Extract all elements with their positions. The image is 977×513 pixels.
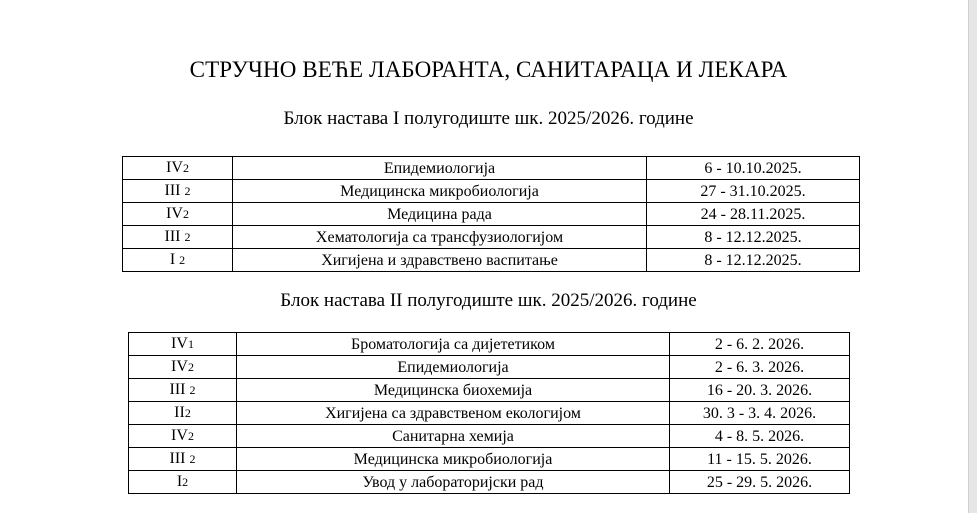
table-row: [129, 425, 850, 448]
class-cell: IV2: [123, 203, 233, 226]
table-row: [129, 471, 850, 494]
class-cell: IV2: [129, 356, 237, 379]
date-cell: 11 - 15. 5. 2026.: [670, 448, 850, 471]
subject-cell: Хигијена и здравствено васпитање: [233, 249, 647, 272]
date-cell: 30. 3 - 3. 4. 2026.: [670, 402, 850, 425]
subject-cell: Броматологија са дијететиком: [237, 333, 670, 356]
date-cell: 2 - 6. 2. 2026.: [670, 333, 850, 356]
class-cell: I2: [129, 471, 237, 494]
date-cell: 24 - 28.11.2025.: [647, 203, 860, 226]
subject-cell: Хигијена са здравственом екологијом: [237, 402, 670, 425]
class-cell: IV1: [129, 333, 237, 356]
subject-cell: Санитарна хемија: [237, 425, 670, 448]
subject-cell: Медицинска микробиологија: [233, 180, 647, 203]
table-row: [123, 203, 860, 226]
subject-cell: Медицина рада: [233, 203, 647, 226]
subject-cell: Хематологија са трансфузиологијом: [233, 226, 647, 249]
table-row: [129, 333, 850, 356]
table-row: [129, 402, 850, 425]
class-cell: IV2: [129, 425, 237, 448]
class-cell: III 2: [129, 448, 237, 471]
class-cell: III 2: [123, 226, 233, 249]
date-cell: 8 - 12.12.2025.: [647, 249, 860, 272]
block2-schedule-table: [128, 332, 850, 494]
date-cell: 8 - 12.12.2025.: [647, 226, 860, 249]
subject-cell: Медицинска микробиологија: [237, 448, 670, 471]
table-row: [129, 356, 850, 379]
class-cell: II2: [129, 402, 237, 425]
table-row: [123, 249, 860, 272]
subject-cell: Епидемиологија: [233, 157, 647, 180]
date-cell: 16 - 20. 3. 2026.: [670, 379, 850, 402]
subject-cell: Увод у лабораторијски рад: [237, 471, 670, 494]
date-cell: 6 - 10.10.2025.: [647, 157, 860, 180]
class-cell: III 2: [129, 379, 237, 402]
class-cell: IV2: [123, 157, 233, 180]
block1-schedule-table: [122, 156, 860, 272]
date-cell: 2 - 6. 3. 2026.: [670, 356, 850, 379]
class-cell: III 2: [123, 180, 233, 203]
table-row: [129, 379, 850, 402]
table-row: [123, 226, 860, 249]
class-cell: I 2: [123, 249, 233, 272]
table-row: [129, 448, 850, 471]
table-row: [123, 157, 860, 180]
block2-heading: Блок настава II полугодиште шк. 2025/2026. године: [280, 290, 697, 311]
block1-heading: Блок настава I полугодиште шк. 2025/2026. године: [283, 108, 694, 129]
table-row: [123, 180, 860, 203]
subject-cell: Епидемиологија: [237, 356, 670, 379]
date-cell: 25 - 29. 5. 2026.: [670, 471, 850, 494]
date-cell: 4 - 8. 5. 2026.: [670, 425, 850, 448]
document-title: СТРУЧНО ВЕЋЕ ЛАБОРАНТА, САНИТАРАЦА И ЛЕКАРА: [189, 57, 788, 82]
date-cell: 27 - 31.10.2025.: [647, 180, 860, 203]
subject-cell: Медицинска биохемија: [237, 379, 670, 402]
